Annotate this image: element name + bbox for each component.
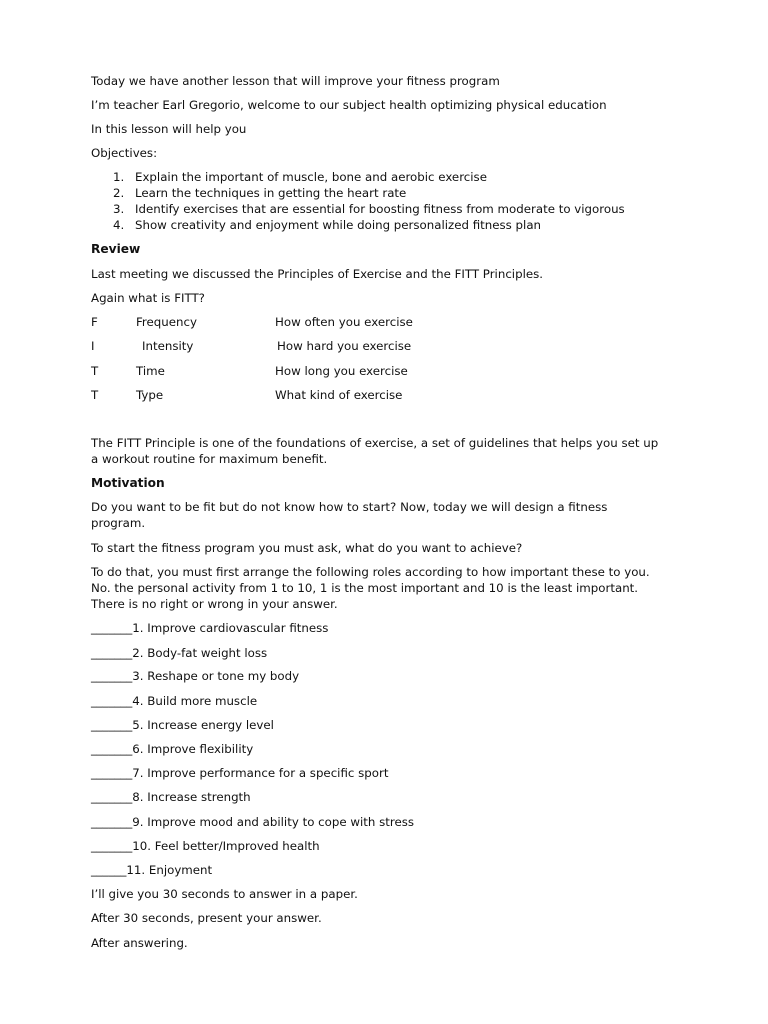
ranking-item: _______3. Reshape or tone my body — [91, 669, 300, 683]
fitt-meaning: What kind of exercise — [275, 388, 403, 402]
objective-text: Explain the important of muscle, bone and aerobic exercise — [135, 170, 487, 184]
fitt-term: Time — [136, 364, 165, 378]
objectives-label: Objectives: — [91, 146, 158, 160]
fitt-meaning: How long you exercise — [275, 364, 408, 378]
objective-text: Show creativity and enjoyment while doing personalized fitness plan — [135, 218, 542, 232]
closing-line-3: After answering. — [91, 936, 188, 950]
fitt-term: Frequency — [136, 315, 197, 329]
objective-number: 2. — [113, 186, 125, 200]
ranking-item: _______4. Build more muscle — [91, 694, 258, 708]
objective-item — [113, 201, 625, 217]
ranking-item: _______8. Increase strength — [91, 790, 251, 804]
fitt-letter: T — [91, 364, 99, 378]
ranking-item: _______10. Feel better/Improved health — [91, 839, 320, 853]
ranking-item: _______6. Improve flexibility — [91, 742, 254, 756]
objective-item — [113, 169, 487, 185]
motivation-p1-line-1: Do you want to be fit but do not know how to start? Now, today we will design a fitness — [91, 500, 608, 514]
objective-text: Identify exercises that are essential for boosting fitness from moderate to vigorous — [135, 202, 625, 216]
intro-line-1: Today we have another lesson that will improve your fitness program — [91, 74, 500, 88]
motivation-p3-line-3: There is no right or wrong in your answer. — [91, 597, 338, 611]
objective-text: Learn the techniques in getting the heart rate — [135, 186, 407, 200]
fitt-letter: T — [91, 388, 99, 402]
objective-number: 3. — [113, 202, 125, 216]
motivation-p3-line-2: No. the personal activity from 1 to 10, 1 is the most important and 10 is the least important. — [91, 581, 639, 595]
motivation-p2: To start the fitness program you must ask, what do you want to achieve? — [91, 541, 523, 555]
motivation-heading: Motivation — [91, 476, 165, 490]
intro-line-2: I’m teacher Earl Gregorio, welcome to our subject health optimizing physical education — [91, 98, 607, 112]
ranking-item: _______2. Body-fat weight loss — [91, 646, 268, 660]
closing-line-1: I’ll give you 30 seconds to answer in a paper. — [91, 887, 358, 901]
fitt-paragraph-line-1: The FITT Principle is one of the foundations of exercise, a set of guidelines that helps you set up — [91, 436, 659, 450]
fitt-letter: F — [91, 315, 98, 329]
objective-number: 4. — [113, 218, 125, 232]
fitt-term: Type — [136, 388, 164, 402]
closing-line-2: After 30 seconds, present your answer. — [91, 911, 322, 925]
review-line-2: Again what is FITT? — [91, 291, 205, 305]
motivation-p1-line-2: program. — [91, 516, 146, 530]
fitt-paragraph-line-2: a workout routine for maximum benefit. — [91, 452, 328, 466]
objective-number: 1. — [113, 170, 125, 184]
ranking-item: _______9. Improve mood and ability to cope with stress — [91, 815, 415, 829]
motivation-p3-line-1: To do that, you must first arrange the following roles according to how important these to you. — [91, 565, 650, 579]
ranking-item: _______5. Increase energy level — [91, 718, 274, 732]
intro-line-3: In this lesson will help you — [91, 122, 247, 136]
objective-item — [113, 217, 541, 233]
ranking-item: ______11. Enjoyment — [91, 863, 213, 877]
objective-item — [113, 185, 406, 201]
fitt-meaning: How hard you exercise — [277, 339, 412, 353]
review-heading: Review — [91, 242, 141, 256]
ranking-item: _______7. Improve performance for a specific sport — [91, 766, 389, 780]
ranking-item: _______1. Improve cardiovascular fitness — [91, 621, 329, 635]
fitt-letter: I — [91, 339, 95, 353]
fitt-meaning: How often you exercise — [275, 315, 413, 329]
fitt-term: Intensity — [142, 339, 194, 353]
review-line-1: Last meeting we discussed the Principles of Exercise and the FITT Principles. — [91, 267, 543, 281]
